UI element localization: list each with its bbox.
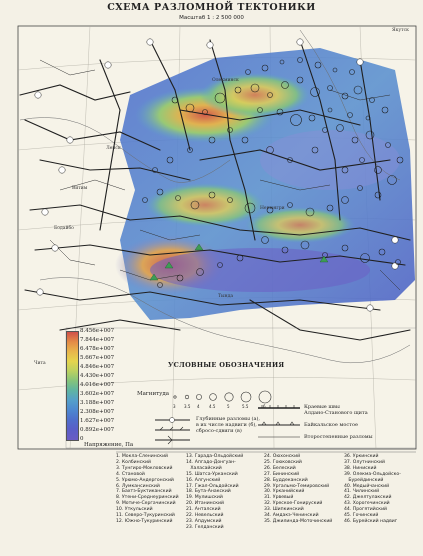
magnitude-value: 3.5 (184, 404, 191, 409)
list-item: 33. Шипкинский (264, 507, 304, 513)
magnitude-label: Магнитуда (137, 391, 170, 397)
list-item: 23. Апдумский (186, 518, 222, 524)
place-label: Ленск (106, 146, 121, 151)
colorbar-tick: 0.892e+007 (80, 427, 115, 433)
colorbar-tick: 5.667e+007 (80, 355, 115, 361)
magnitude-value: 6 (263, 404, 266, 409)
list-item: 45. Гочинский (344, 513, 379, 519)
list-item: 2. Колбинский (116, 459, 151, 465)
list-item: 25. Гоюковский (264, 459, 302, 465)
colorbar-tick: 3.602e+007 (80, 391, 115, 397)
secondary-faults-label: Второстепенные разломы (304, 434, 373, 440)
legend-heading: УСЛОВНЫЕ ОБОЗНАЧЕНИЯ (168, 361, 285, 369)
magnitude-value: 5 (227, 404, 230, 409)
list-item: 12. Южно-Тукуринский (116, 518, 173, 524)
colorbar-tick: 8.456e+007 (80, 328, 115, 334)
list-item: 17. Гжал-Ольдойский (186, 483, 239, 489)
fault-column-2 (186, 454, 243, 531)
colorbar-tick: 7.844e+007 (80, 337, 115, 343)
colorbar-tick: 4.016e+007 (80, 382, 115, 388)
colorbar-tick: 3.188e+007 (80, 400, 115, 406)
list-item: 24. Оюхонский (264, 454, 301, 459)
list-item: 31. Урвевый (264, 495, 294, 501)
list-item: Бурейдинский (344, 477, 384, 483)
list-item: 15. Шатса-Урканский (186, 471, 238, 477)
list-item: 41. Чилинский (344, 489, 380, 495)
map-title: СХЕМА РАЗЛОМНОЙ ТЕКТОНИКИ (107, 2, 316, 13)
list-item: 39. Олекма-Ольдойско- (344, 471, 401, 477)
colorbar-tick: 1.627e+007 (80, 418, 115, 424)
list-item: 29. Ургальмо-Темировский (264, 483, 330, 489)
list-item: 7. Бахтэ-Буктиканский (116, 489, 172, 495)
list-item: 23. Гелданский (186, 524, 224, 530)
list-item: 10. Уткульский (116, 507, 153, 513)
list-item: 26. Белеский (264, 465, 296, 471)
list-item: 36. Уркинский (344, 454, 379, 459)
list-item: 22. Невельский (186, 513, 224, 519)
map-scale: Масштаб 1 : 2 500 000 (179, 15, 244, 21)
baikal-massif-label: Байкальское мостое (304, 422, 358, 428)
list-item: 27. Бининский (264, 471, 300, 477)
magnitude-value: 4.5 (209, 404, 216, 409)
place-label: Олекминск (212, 78, 239, 83)
regional-seams-label: Краевые швы Алдано-Станового щита (304, 404, 368, 416)
fault-column-1 (116, 454, 179, 525)
list-item: 4. Становой (116, 471, 145, 477)
place-label: Тында (218, 294, 234, 299)
list-item: 3. Тунгиро-Мокловский (116, 465, 173, 471)
list-item: 1. Мокла-Сленинский (116, 454, 169, 459)
place-label: Нерюнгри (260, 206, 285, 211)
list-item: 32. Уреское-Гонируский (264, 501, 323, 507)
list-item: 42. Джелтулакский (344, 495, 392, 501)
list-item: 43. Хорогечинский (344, 501, 390, 507)
list-item: 9. Мотиче-Сергачинский (116, 501, 176, 507)
list-item: 6. Лумкансинский (116, 483, 160, 489)
fault-column-3 (264, 454, 332, 525)
list-item: 46. Бурейский надвиг (344, 518, 398, 524)
list-item: 38. Ниниский (344, 465, 377, 471)
colorbar-tick: 4.430e+007 (80, 373, 115, 379)
list-item: 13. Гарада-Ольдойский (186, 454, 244, 459)
list-item: 35. Джилинда-Моточинский (264, 518, 333, 524)
colorbar-title: Напряжение, Па (84, 442, 134, 448)
place-label: Бодайбо (54, 226, 74, 231)
colorbar-tick: 6.478e+007 (80, 346, 115, 352)
fault-column-4 (344, 454, 401, 525)
list-item: Халасайский (186, 465, 222, 471)
fault-list (116, 454, 416, 554)
list-item: 16. Алгунский (186, 477, 221, 483)
stress-colorbar (66, 331, 79, 441)
magnitude-value: 3 (173, 404, 176, 409)
colorbar-tick: 2.308e+007 (80, 409, 115, 415)
magnitude-value: 5.5 (242, 404, 249, 409)
place-label: Витим (72, 186, 88, 191)
colorbar-tick: 4.846e+007 (80, 364, 115, 370)
list-item: 18. Бута-Анакский (186, 489, 231, 495)
list-item: 40. Медыйчанский (344, 483, 390, 489)
list-item: 14. Апгадо-Донгуан- (186, 459, 236, 465)
deep-faults-label: Глубинные разломы (а), в их числе надвиги (б), сбросо-сдвиги (в) (196, 416, 260, 434)
stress-field (115, 48, 415, 320)
place-label: Якутск (392, 28, 409, 33)
list-item: 21. Анталский (186, 507, 221, 513)
colorbar-tick: 0 (80, 436, 84, 442)
list-item: 34. Амдакэ-Ченинский (264, 513, 319, 519)
list-item: 20. Итанинский (186, 501, 224, 507)
magnitude-value: 4 (197, 404, 200, 409)
list-item: 30. Урканийский (264, 489, 305, 495)
list-item: 5. Урюмо-Андергонский (116, 477, 174, 483)
place-label: Чита (34, 361, 46, 366)
list-item: 11. Северо-Тукуринский (116, 513, 175, 519)
list-item: 44. Прогятийский (344, 507, 388, 513)
list-item: 19. Мулишский (186, 495, 223, 501)
list-item: 8. Утени-Среднеуринский (116, 495, 179, 501)
list-item: 37. Олутнинский (344, 459, 385, 465)
list-item: 28. Буддеканский (264, 477, 308, 483)
